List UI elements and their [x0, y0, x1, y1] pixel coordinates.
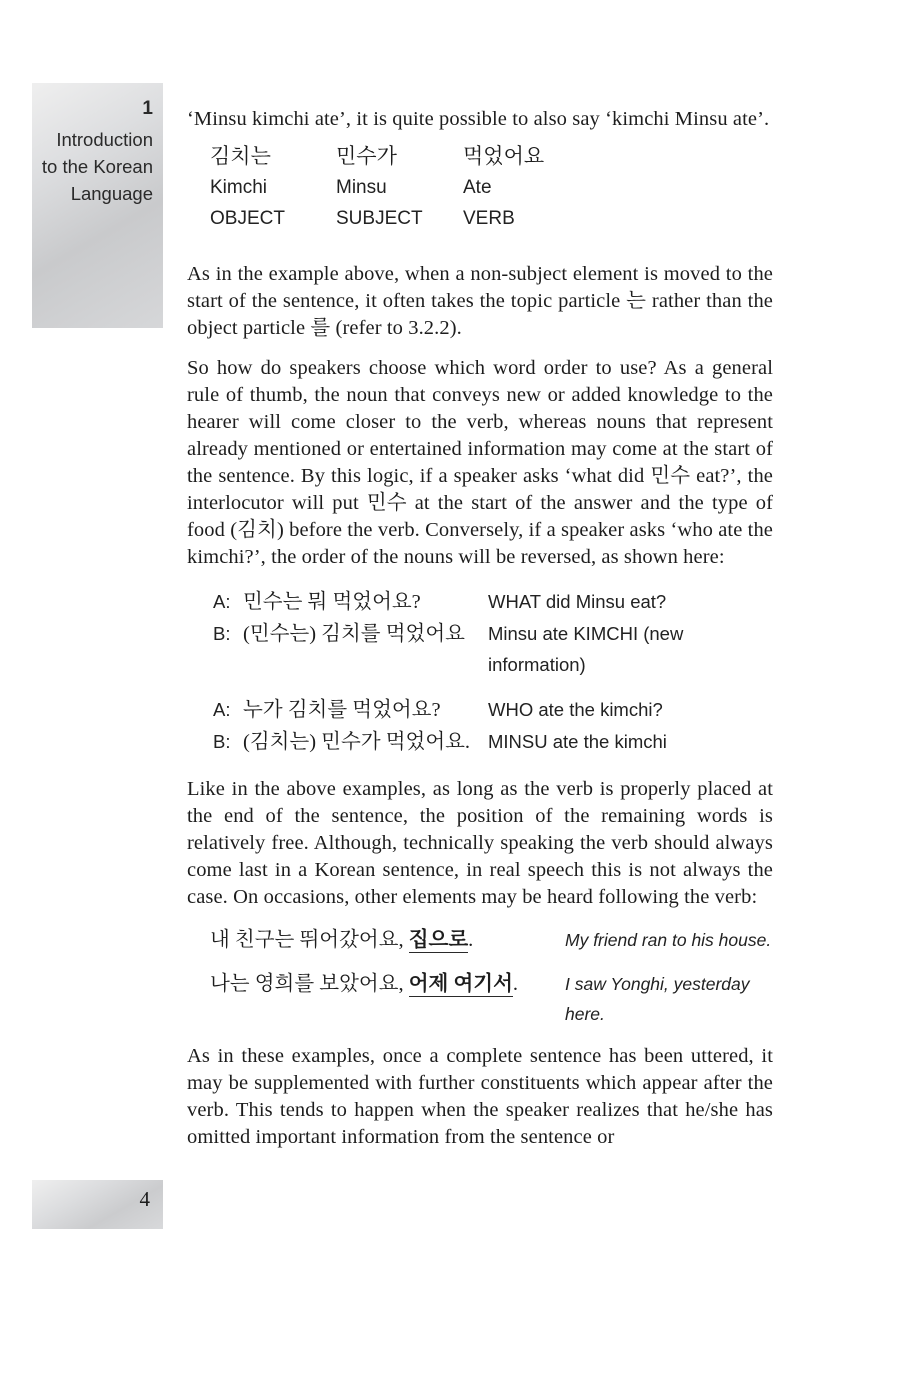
example-punct: .	[512, 973, 518, 995]
example-korean-afterthought: 어제 여기서	[408, 973, 513, 995]
example-translation: My friend ran to his house.	[565, 930, 772, 950]
chapter-title-line: Language	[70, 183, 153, 204]
example-korean-main: 내 친구는 뛰어갔어요,	[210, 929, 404, 951]
paragraph-topic-particle: As in the example above, when a non-subject element is moved to the start of the sentence, it often takes the topic particle 는 rather than the object particle 를 (refer to 3.2.2).	[187, 263, 773, 339]
speaker-label: B:	[213, 731, 231, 752]
dialogue-line	[213, 586, 773, 618]
example-korean-afterthought: 집으로	[408, 929, 469, 951]
chapter-number: 1	[142, 98, 153, 119]
dialogue-translation: MINSU ate the kimchi	[488, 731, 667, 752]
example-translation: I saw Yonghi, yesterday here.	[565, 974, 750, 1024]
paragraph-verb-placement: Like in the above examples, as long as the verb is properly placed at the end of the sentence, the position of the remaining words is relatively free. Although, technically speaking the verb should always come last in a Korean sentence, in real speech this is not always the case. On occasions, other elements may be heard following the verb:	[187, 778, 773, 908]
dialogue-line	[213, 726, 773, 758]
chapter-sidebar	[32, 83, 163, 328]
example-punct: .	[468, 929, 474, 951]
paragraph-intro: ‘Minsu kimchi ate’, it is quite possible to also say ‘kimchi Minsu ate’.	[187, 108, 770, 130]
gloss-korean-cell: 민수가	[336, 144, 397, 168]
main-text-column	[187, 106, 773, 1151]
gloss-korean-cell: 먹었어요	[463, 144, 545, 168]
postverb-example	[210, 925, 773, 955]
gloss-korean-cell: 김치는	[210, 144, 271, 168]
page-number: 4	[139, 1187, 150, 1211]
gloss-table	[210, 141, 773, 234]
dialogue-line	[213, 618, 773, 680]
gloss-romanization-cell: Kimchi	[210, 177, 268, 198]
speaker-label: A:	[213, 591, 231, 612]
dialogue-korean: (민수는) 김치를 먹었어요	[243, 623, 465, 645]
speaker-label: A:	[213, 699, 231, 720]
dialogue-translation: WHAT did Minsu eat?	[488, 591, 667, 612]
gloss-role-cell: SUBJECT	[336, 208, 423, 229]
postverb-example	[210, 969, 773, 1029]
gloss-role-cell: OBJECT	[210, 208, 285, 229]
gloss-romanization-cell: Minsu	[336, 177, 387, 198]
dialogue-translation: Minsu ate KIMCHI (new information)	[488, 623, 684, 675]
chapter-title-line: to the Korean	[41, 156, 153, 177]
chapter-title-line: Introduction	[56, 129, 153, 150]
postverb-examples	[210, 925, 773, 1029]
example-korean	[210, 969, 565, 999]
dialogue-korean: 누가 김치를 먹었어요?	[243, 699, 441, 721]
dialogue-korean: 민수는 뭐 먹었어요?	[243, 591, 421, 613]
gloss-role-cell: VERB	[463, 208, 515, 229]
dialogue-who-example	[213, 694, 773, 758]
dialogue-translation: WHO ate the kimchi?	[488, 699, 663, 720]
paragraph-supplemented-constituents: As in these examples, once a complete sentence has been uttered, it may be supplemented with further constituents which appear after the verb. This tends to happen when the speaker realizes that he/she has omitted important information from the sentence or	[187, 1045, 773, 1148]
example-korean	[210, 925, 565, 955]
dialogue-what-example	[213, 586, 773, 680]
page-number-box	[32, 1180, 163, 1229]
dialogue-korean: (김치는) 민수가 먹었어요.	[243, 731, 471, 753]
example-korean-main: 나는 영희를 보았어요,	[210, 973, 404, 995]
paragraph-word-order-choice: So how do speakers choose which word order to use? As a general rule of thumb, the noun that conveys new or added knowledge to the hearer will come closer to the verb, whereas nouns that represent already mentioned or entertained information may come at the start of the sentence. By this logic, if a speaker asks ‘what did 민수 eat?’, the interlocutor will put 민수 at the start of the answer and the type of food (김치) before the verb. Conversely, if a speaker asks ‘who ate the kimchi?’, the order of the nouns will be reversed, as shown here:	[187, 357, 773, 568]
gloss-romanization-cell: Ate	[463, 177, 492, 198]
dialogue-line	[213, 694, 773, 726]
speaker-label: B:	[213, 623, 231, 644]
